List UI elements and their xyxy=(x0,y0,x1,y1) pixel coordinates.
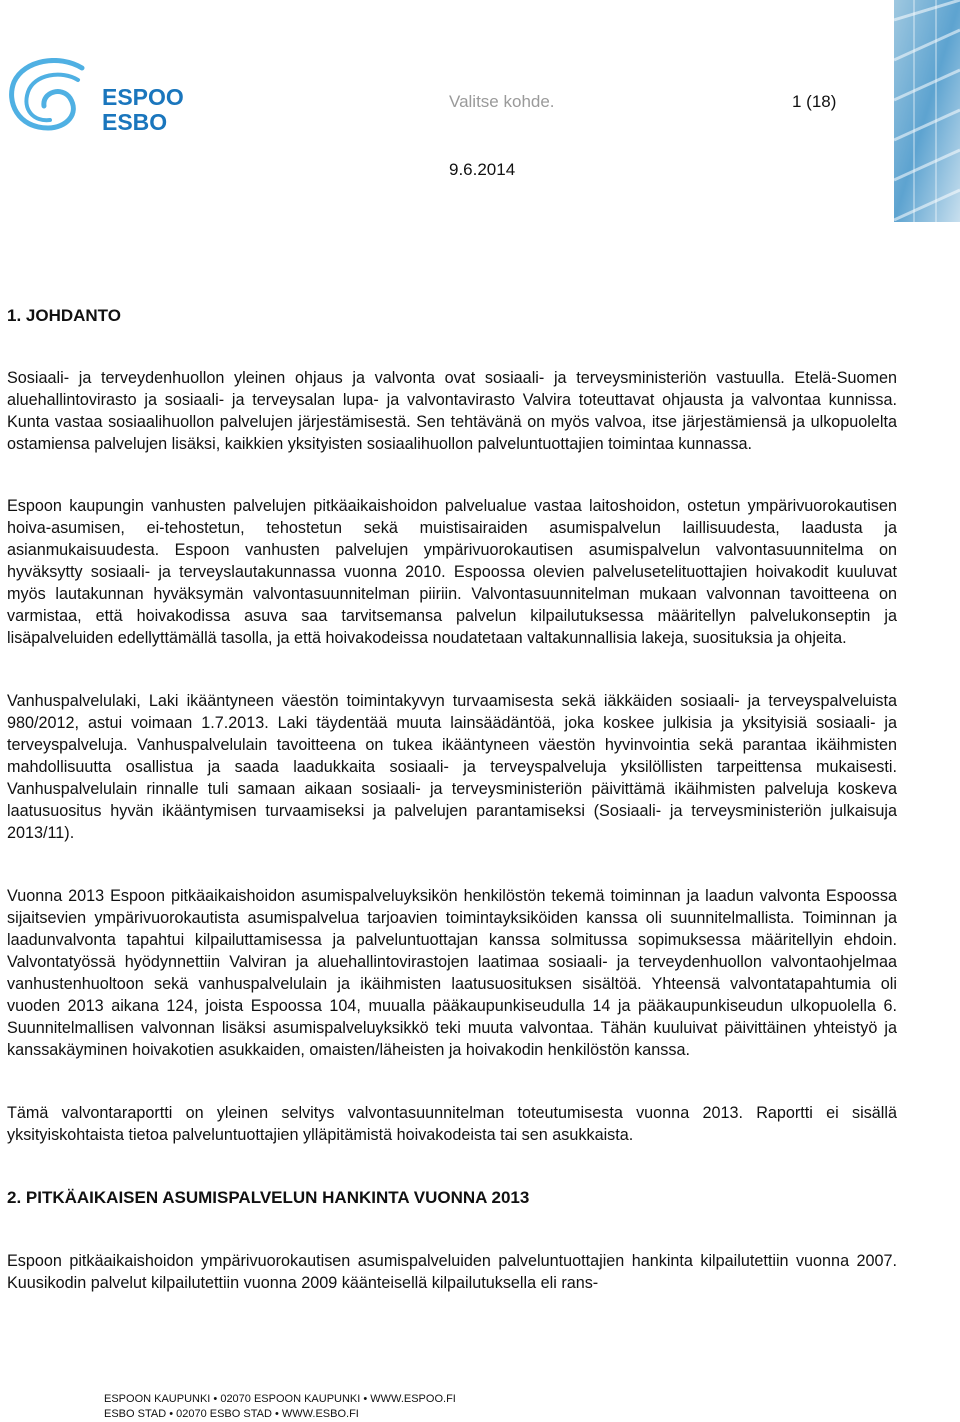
footer-line-finnish: ESPOON KAUPUNKI • 02070 ESPOON KAUPUNKI • WWW.ESPOO.FI xyxy=(104,1393,456,1405)
document-body xyxy=(7,305,897,1294)
footer-line-swedish: ESBO STAD • 02070 ESBO STAD • WWW.ESBO.FI xyxy=(104,1408,359,1420)
paragraph-3: Vanhuspalvelulaki, Laki ikääntyneen väestön toimintakyvyn turvaamisesta sekä iäkkäiden sosiaali- ja terveyspalveluista 980/2012, astui voimaan 1.7.2013. Laki täydentää muuta lainsäädäntöä, joka koskee julkisia ja yksityisiä sosiaali- ja terveyspalveluja. Vanhuspalvelulain tavoitteena on tukea ikääntyneen väestön hyvinvointia sekä parantaa ikäihmisten mahdollisuutta osallistua ja saada laadukkaita sosiaali- ja terveyspalveluja yksilöllisten tarpeittensa mukaisesti. Vanhuspalvelulain rinnalle tuli samaan aikaan sosiaali- ja terveysministeriön päivittämä ikäihmisten palveluja koskeva laatusuositus hyvän ikääntymisen turvaamiseksi ja palvelujen parantamiseksi (Sosiaali- ja terveysministeriön julkaisuja 2013/11). xyxy=(7,692,897,842)
paragraph-5: Tämä valvontaraportti on yleinen selvitys valvontasuunnitelman toteutumisesta vuonna 2013. Raportti ei sisällä yksityiskohtaista tietoa palveluntuottajien ylläpitämistä hoivakodeista tai sen asukkaista. xyxy=(7,1104,897,1144)
page-number: 1 (18) xyxy=(792,92,837,111)
logo-text-espoo: ESPOO xyxy=(102,84,184,110)
corner-decoration xyxy=(894,0,960,222)
document-date: 9.6.2014 xyxy=(449,160,516,179)
espoo-logo xyxy=(4,58,184,138)
page-footer xyxy=(104,1392,456,1422)
section-heading-2: 2. PITKÄAIKAISEN ASUMISPALVELUN HANKINTA VUONNA 2013 xyxy=(7,1188,530,1207)
paragraph-1: Sosiaali- ja terveydenhuollon yleinen ohjaus ja valvonta ovat sosiaali- ja terveysministeriön vastuulla. Etelä-Suomen aluehallintovirasto ja sosiaali- ja terveysalan lupa- ja valvontavirasto Valvira toteuttavat ohjausta ja valvontaa kunnissa. Kunta vastaa sosiaalihuollon palvelujen järjestämisestä. Sen tehtävänä on myös valvoa, itse järjestämiensä ja ulkopuolelta ostamiensa palvelujen lisäksi, kaikkien yksityisten sosiaalihuollon palveluntuottajien toimintaa kunnassa. xyxy=(7,369,897,453)
logo-text-esbo: ESBO xyxy=(102,109,168,135)
section-heading-1: 1. JOHDANTO xyxy=(7,306,121,325)
select-target-placeholder[interactable]: Valitse kohde. xyxy=(449,92,555,111)
paragraph-4: Vuonna 2013 Espoon pitkäaikaishoidon asumispalveluyksikön henkilöstön tekemä toiminnan ja laadun valvonta Espoossa sijaitsevien ympärivuorokautista asumispalvelua tarjoavien toimintayksiköiden kanssa oli suunnitelmallista. Toiminnan ja laadunvalvonta tapahtui kilpailuttamisessa ja palveluntuottajan kanssa solmitussa sopimuksessa määritellyin ehdoin. Valvontatyössä hyödynnettiin Valviran ja aluehallintovirastojen laatimaa sosiaali- ja terveydenhuollon valvontaohjelmaa vanhustenhuoltoon sekä vanhuspalvelulain ja ikäihmisten laatusuosituksen sisältöä. Yhteensä valvontatapahtumia oli vuoden 2013 aikana 124, joista Espoossa 104, muualla pääkaupunkiseudulla 14 ja pääkaupunkiseudun ulkopuolella 6. Suunnitelmallisen valvonnan lisäksi asumispalveluyksikkö teki muuta valvontaa. Tähän kuuluivat päivittäinen yhteistyö ja kanssakäyminen hoivakotien asukkaiden, omaisten/läheisten ja hoivakodin henkilöstön kanssa. xyxy=(7,887,897,1059)
paragraph-2: Espoon kaupungin vanhusten palvelujen pitkäaikaishoidon palvelualue vastaa laitoshoidon, ostetun ympärivuorokautisen hoiva-asumisen, ei-tehostetun, tehostetun sekä muistisairaiden asumispalvelun laillisuudesta, laadusta ja asianmukaisuudesta. Espoon vanhusten palvelujen ympärivuorokautisen asumispalvelun valvontasuunnitelma on hyväksytty sosiaali- ja terveyslautakunnassa vuonna 2010. Espoossa olevien palvelusetelituottajien hoivakodit kuuluvat myös lautakunnan hyväksymän valvontasuunnitelman piiriin. Valvontasuunnitelman mukaan valvonnan tavoitteena on varmistaa, että hoivakodissa asuva saa tarvitsemansa palvelun kilpailutuksessa määritellyn palvelukonseptin ja lisäpalveluiden edellyttämällä tasolla, ja että hoivakodeissa noudatetaan valtakunnallisia lakeja, suosituksia ja ohjeita. xyxy=(7,497,897,647)
paragraph-6: Espoon pitkäaikaishoidon ympärivuorokautisen asumispalveluiden palveluntuottajien hankinta kilpailutettiin vuonna 2007. Kuusikodin palvelut kilpailutettiin vuonna 2009 käänteisellä kilpailutuksella eli rans- xyxy=(7,1252,897,1292)
